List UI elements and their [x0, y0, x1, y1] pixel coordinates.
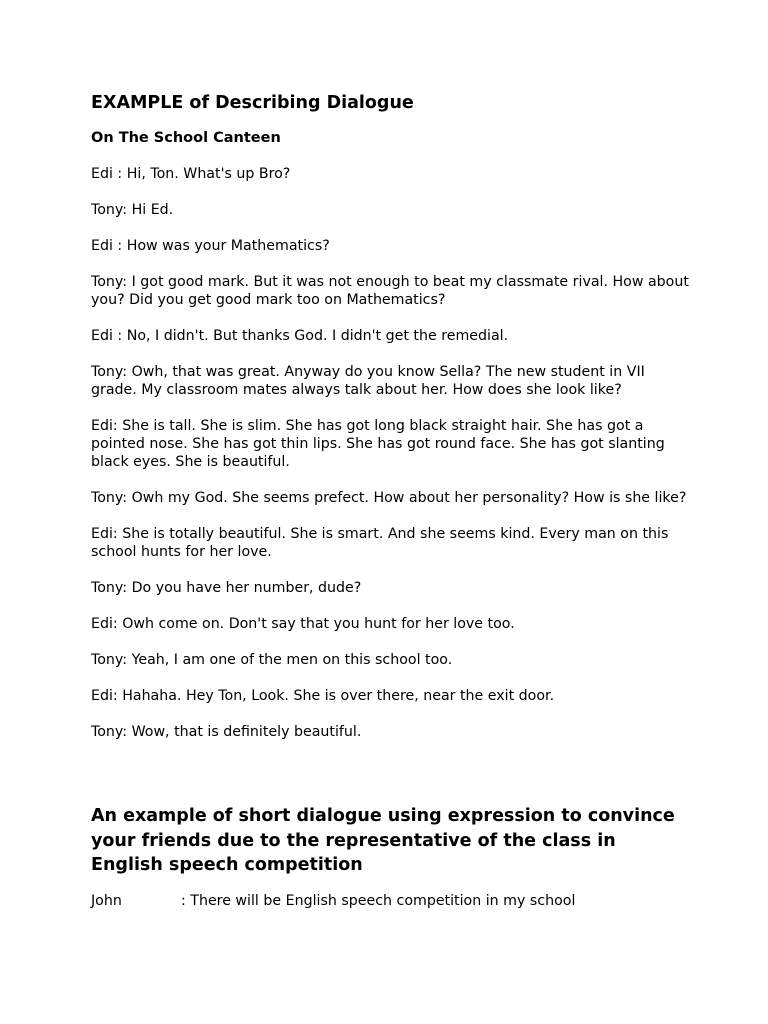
dialogue-line: Tony: Do you have her number, dude? — [91, 580, 362, 596]
dialogue-line-john — [91, 892, 691, 910]
document-title: EXAMPLE of Describing Dialogue — [91, 93, 414, 113]
dialogue-line: Tony: Yeah, I am one of the men on this school too. — [91, 652, 453, 668]
speaker-name: John — [91, 893, 122, 909]
dialogue-line: Edi: She is tall. She is slim. She has got long black straight hair. She has got a pointed nose. She has got thin lips. She has got round face. She has got slanting black eyes. She is beautiful. — [91, 418, 665, 470]
section-heading: An example of short dialogue using expression to convince your friends due to the representative of the class in English speech competition — [91, 806, 675, 875]
speaker-text: : There will be English speech competition in my school — [181, 893, 576, 909]
dialogue-line: Edi: Owh come on. Don't say that you hunt for her love too. — [91, 616, 515, 632]
dialogue-line: Tony: I got good mark. But it was not enough to beat my classmate rival. How about you? Did you get good mark too on Mathematics? — [91, 274, 689, 308]
dialogue-line: Tony: Wow, that is definitely beautiful. — [91, 724, 362, 740]
dialogue-subtitle: On The School Canteen — [91, 130, 281, 146]
dialogue-line: Edi : No, I didn't. But thanks God. I didn't get the remedial. — [91, 328, 509, 344]
dialogue-line: Edi : Hi, Ton. What's up Bro? — [91, 166, 291, 182]
dialogue-line: Tony: Owh my God. She seems prefect. How about her personality? How is she like? — [91, 490, 687, 506]
dialogue-line: Tony: Hi Ed. — [91, 202, 174, 218]
dialogue-line: Edi : How was your Mathematics? — [91, 238, 330, 254]
dialogue-line: Edi: She is totally beautiful. She is smart. And she seems kind. Every man on this school hunts for her love. — [91, 526, 669, 560]
dialogue-list — [91, 165, 691, 759]
dialogue-line: Edi: Hahaha. Hey Ton, Look. She is over there, near the exit door. — [91, 688, 555, 704]
dialogue-line: Tony: Owh, that was great. Anyway do you know Sella? The new student in VII grade. My classroom mates always talk about her. How does she look like? — [91, 364, 645, 398]
